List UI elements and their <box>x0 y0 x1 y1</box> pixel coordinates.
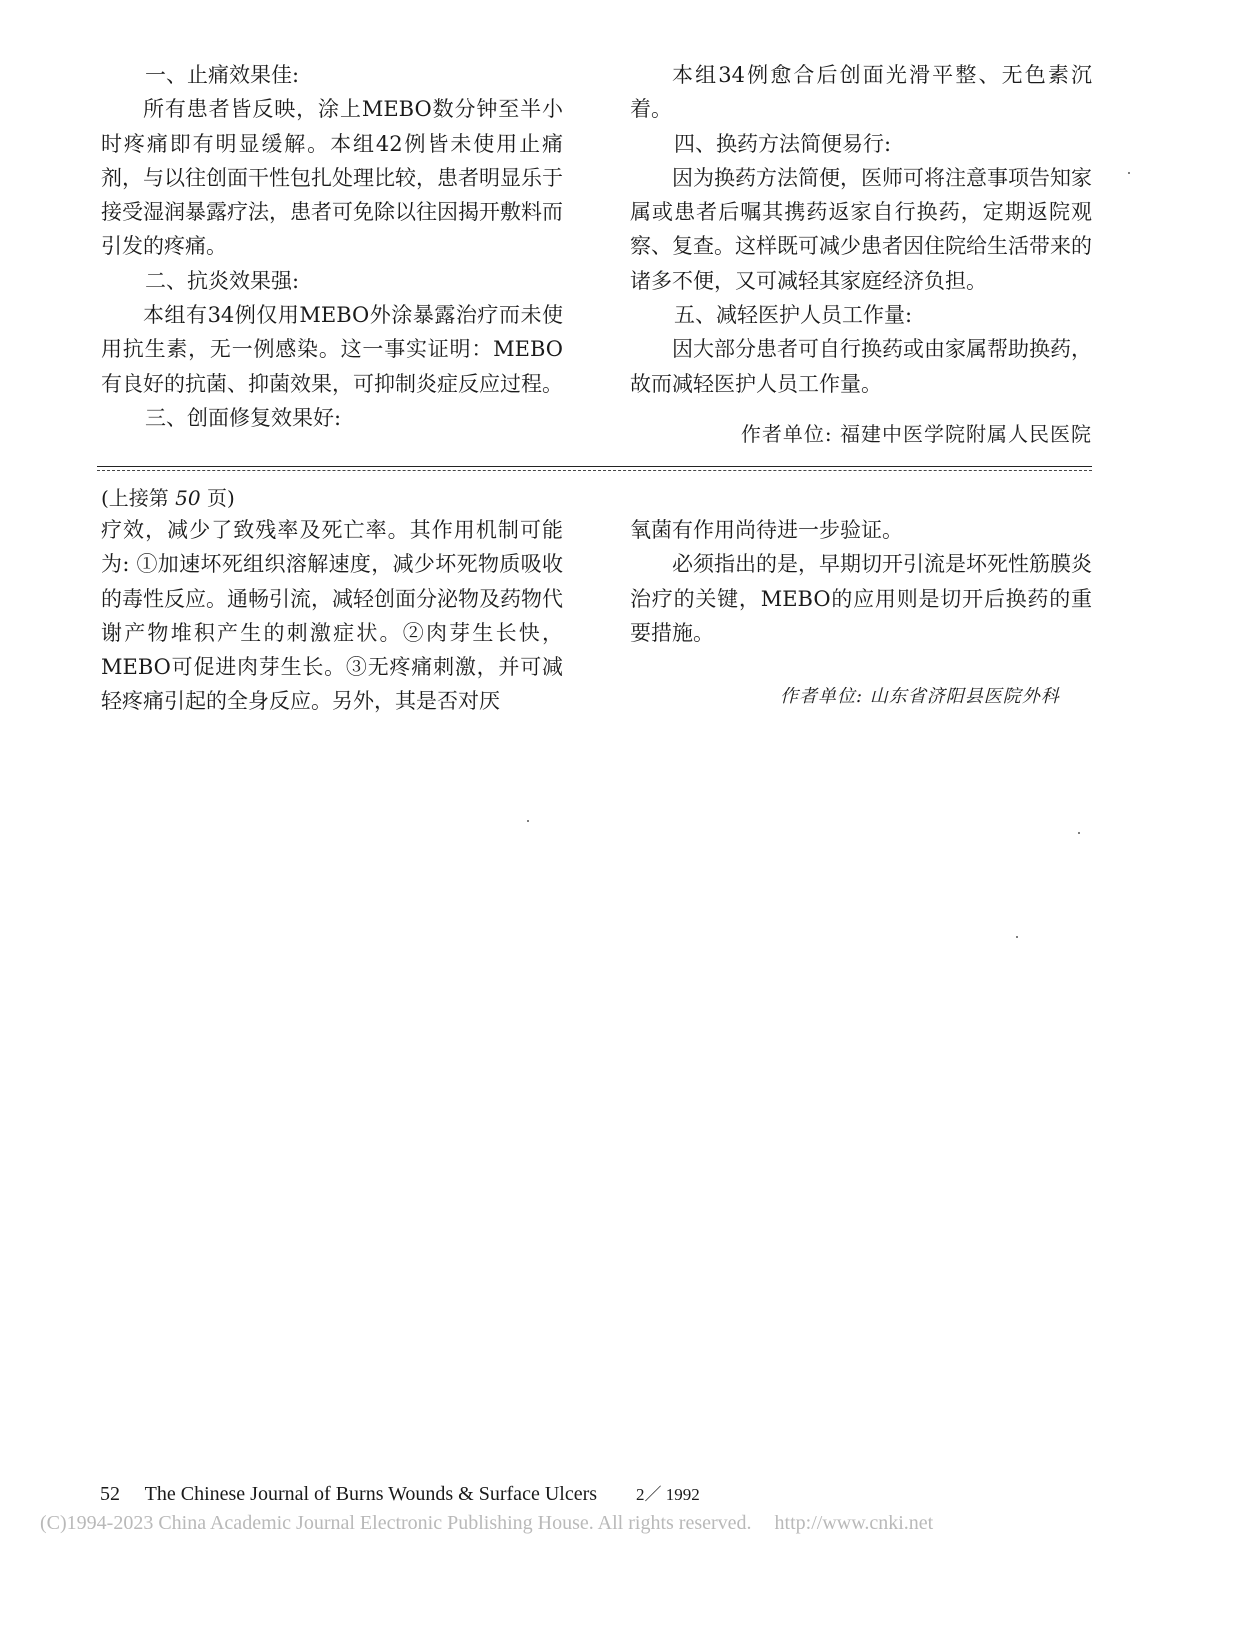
continuation-prefix: (上接第 <box>101 486 169 510</box>
paragraph-wound-repair: 本组34例愈合后创面光滑平整、无色素沉着。 <box>630 63 1092 122</box>
section-heading-workload: 五、减轻医护人员工作量: <box>674 303 913 328</box>
journal-name: The Chinese Journal of Burns Wounds & Surface Ulcers <box>144 1483 598 1505</box>
scan-speck <box>1128 172 1130 174</box>
continuation-page: 50 <box>175 486 201 510</box>
paragraph-anaerobic: 氧菌有作用尚待进一步验证。 <box>630 518 903 542</box>
section-heading-anti-inflammation: 二、抗炎效果强: <box>145 268 300 293</box>
scan-speck <box>527 820 529 822</box>
paragraph-pain-relief: 所有患者皆反映，涂上MEBO数分钟至半小时疼痛即有明显缓解。本组42例皆未使用止痛剂，与以往创面干性包扎处理比较，患者明显乐于接受湿润暴露疗法，患者可免除以往因揭开敷料而引发的疼痛。 <box>101 97 563 259</box>
paragraph-anti-inflammation: 本组有34例仅用MEBO外涂暴露治疗而未使用抗生素，无一例感染。这一事实证明：MEBO有良好的抗菌、抑菌效果，可抑制炎症反应过程。 <box>101 303 563 396</box>
scan-speck <box>1016 936 1018 938</box>
author-affiliation-upper: 作者单位: 福建中医学院附属人民医院 <box>740 422 1092 446</box>
section-heading-wound-repair: 三、创面修复效果好: <box>145 405 342 430</box>
copyright-watermark <box>40 1512 933 1535</box>
lower-article-left-column <box>101 513 563 719</box>
page-number: 52 <box>100 1483 120 1505</box>
paragraph-mechanism: 疗效，减少了致残率及死亡率。其作用机制可能为: ①加速坏死组织溶解速度，减少坏死物质吸收的毒性反应。通畅引流，减轻创面分泌物及药物代谢产物堆积产生的刺激症状。②肉芽生长快，MEBO可促进肉芽生长。③无疼痛刺激，并可减轻疼痛引起的全身反应。另外，其是否对厌 <box>101 518 563 714</box>
author-affiliation-lower: 作者单位: 山东省济阳县医院外科 <box>780 686 1060 707</box>
upper-article-right-column <box>630 58 1092 401</box>
scan-speck <box>1078 832 1080 834</box>
paragraph-conclusion: 必须指出的是，早期切开引流是坏死性筋膜炎治疗的关键，MEBO的应用则是切开后换药的重要措施。 <box>630 552 1092 645</box>
article-divider-line <box>97 466 1092 467</box>
section-heading-dressing-change: 四、换药方法简便易行: <box>674 131 892 156</box>
issue-number: 2／ 1992 <box>636 1485 700 1504</box>
paragraph-dressing-change: 因为换药方法简便，医师可将注意事项告知家属或患者后嘱其携药返家自行换药，定期返院观察、复查。这样既可减少患者因住院给生活带来的诸多不便，又可减轻其家庭经济负担。 <box>630 165 1092 293</box>
article-divider-dashed-line <box>97 470 1092 471</box>
copyright-text: (C)1994-2023 China Academic Journal Electronic Publishing House. All rights reserved. <box>40 1512 752 1534</box>
section-heading-pain-relief: 一、止痛效果佳: <box>145 63 300 87</box>
lower-article-right-column <box>630 513 1092 650</box>
continuation-note <box>101 482 235 511</box>
paragraph-workload: 因大部分患者可自行换药或由家属帮助换药，故而减轻医护人员工作量。 <box>630 337 1092 396</box>
continuation-suffix: 页) <box>206 486 235 510</box>
upper-article-left-column <box>101 58 563 435</box>
copyright-url: http://www.cnki.net <box>774 1512 934 1534</box>
page-footer <box>100 1480 700 1506</box>
